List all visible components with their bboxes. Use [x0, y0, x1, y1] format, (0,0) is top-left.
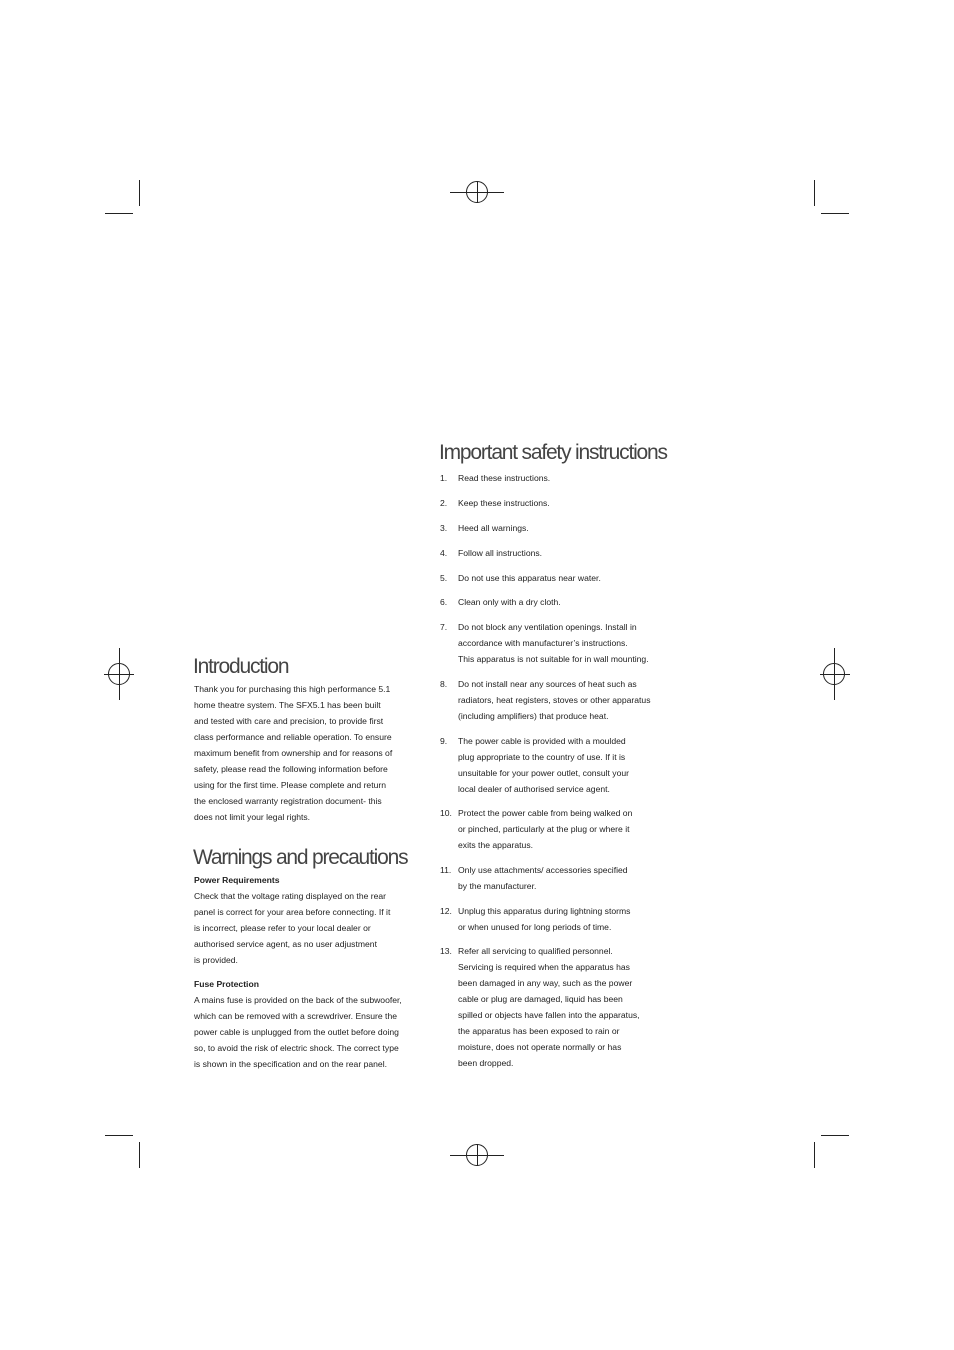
item-number: 1.: [440, 473, 448, 483]
power-requirements-text: [194, 888, 419, 968]
list-item: [440, 619, 660, 667]
text-line: plug appropriate to the country of use. If it is: [458, 752, 626, 762]
item-number: 6.: [440, 597, 448, 607]
text-line: which can be removed with a screwdriver. Ensure the: [194, 1011, 398, 1021]
item-number: 11.: [440, 865, 452, 875]
text-line: Do not block any ventilation openings. Install in: [458, 622, 637, 632]
list-item: [440, 520, 660, 536]
list-item: [440, 943, 660, 1071]
text-line: the enclosed warranty registration document- this: [194, 796, 382, 806]
text-line: Check that the voltage rating displayed on the rear: [194, 891, 387, 901]
item-number: 10.: [440, 808, 452, 818]
crop-mark: [814, 1142, 815, 1168]
text-line: the apparatus has been exposed to rain or: [458, 1026, 620, 1036]
text-line: or when unused for long periods of time.: [458, 922, 612, 932]
power-requirements-title: Power Requirements: [194, 875, 280, 885]
text-line: Read these instructions.: [458, 473, 551, 483]
text-line: (including amplifiers) that produce heat.: [458, 711, 609, 721]
text-line: safety, please read the following information before: [194, 764, 388, 774]
text-line: is incorrect, please refer to your local dealer or: [194, 923, 371, 933]
text-line: by the manufacturer.: [458, 881, 537, 891]
list-item: [440, 676, 660, 724]
text-line: local dealer of authorised service agent.: [458, 784, 610, 794]
text-line: Refer all servicing to qualified personnel.: [458, 946, 613, 956]
text-line: been damaged in any way, such as the power: [458, 978, 633, 988]
text-line: Protect the power cable from being walked on: [458, 808, 633, 818]
text-line: exits the apparatus.: [458, 840, 534, 850]
crop-mark: [139, 1142, 140, 1168]
fuse-protection-text: [194, 992, 419, 1072]
item-number: 5.: [440, 573, 448, 583]
text-line: is shown in the specification and on the rear panel.: [194, 1059, 388, 1069]
text-line: home theatre system. The SFX5.1 has been built: [194, 700, 381, 710]
text-line: panel is correct for your area before connecting. If it: [194, 907, 391, 917]
text-line: or pinched, particularly at the plug or where it: [458, 824, 630, 834]
text-line: does not limit your legal rights.: [194, 812, 311, 822]
text-line: is provided.: [194, 955, 238, 965]
item-number: 9.: [440, 736, 448, 746]
list-item: [440, 862, 660, 894]
list-item: [440, 545, 660, 561]
item-number: 8.: [440, 679, 448, 689]
text-line: radiators, heat registers, stoves or other apparatus: [458, 695, 651, 705]
list-item: [440, 903, 660, 935]
introduction-text: [194, 681, 419, 825]
text-line: power cable is unplugged from the outlet before doing: [194, 1027, 399, 1037]
text-line: unsuitable for your power outlet, consult your: [458, 768, 630, 778]
crop-mark: [814, 180, 815, 206]
item-number: 2.: [440, 498, 448, 508]
text-line: Servicing is required when the apparatus has: [458, 962, 630, 972]
text-line: Thank you for purchasing this high performance 5.1: [194, 684, 391, 694]
text-line: class performance and reliable operation. To ensure: [194, 732, 392, 742]
crop-mark: [105, 213, 133, 214]
fuse-protection-title: Fuse Protection: [194, 979, 259, 989]
text-line: moisture, does not operate normally or has: [458, 1042, 622, 1052]
list-item: [440, 733, 660, 797]
crop-mark: [139, 180, 140, 206]
crop-mark: [821, 1135, 849, 1136]
item-number: 12.: [440, 906, 452, 916]
text-line: accordance with manufacturer’s instructions.: [458, 638, 628, 648]
text-line: Heed all warnings.: [458, 523, 529, 533]
list-item: [440, 570, 660, 586]
text-line: been dropped.: [458, 1058, 514, 1068]
text-line: maximum benefit from ownership and for reasons of: [194, 748, 393, 758]
item-number: 13.: [440, 946, 452, 956]
warnings-heading: Warnings and precautions: [193, 846, 408, 869]
text-line: Only use attachments/ accessories specified: [458, 865, 628, 875]
list-item: [440, 594, 660, 610]
text-line: cable or plug are damaged, liquid has been: [458, 994, 623, 1004]
text-line: Keep these instructions.: [458, 498, 550, 508]
text-line: and tested with care and precision, to provide first: [194, 716, 384, 726]
list-item: [440, 470, 660, 486]
text-line: Clean only with a dry cloth.: [458, 597, 561, 607]
safety-heading: Important safety instructions: [439, 441, 667, 464]
item-number: 3.: [440, 523, 448, 533]
text-line: using for the first time. Please complete and return: [194, 780, 387, 790]
introduction-heading: Introduction: [193, 655, 289, 678]
list-item: [440, 495, 660, 511]
list-item: [440, 805, 660, 853]
crop-mark: [821, 213, 849, 214]
text-line: spilled or objects have fallen into the apparatus,: [458, 1010, 640, 1020]
text-line: The power cable is provided with a moulded: [458, 736, 626, 746]
text-line: authorised service agent, as no user adjustment: [194, 939, 377, 949]
crop-mark: [105, 1135, 133, 1136]
text-line: so, to avoid the risk of electric shock. The correct type: [194, 1043, 399, 1053]
item-number: 7.: [440, 622, 448, 632]
text-line: Do not use this apparatus near water.: [458, 573, 601, 583]
text-line: Follow all instructions.: [458, 548, 543, 558]
text-line: This apparatus is not suitable for in wall mounting.: [458, 654, 649, 664]
item-number: 4.: [440, 548, 448, 558]
text-line: Unplug this apparatus during lightning storms: [458, 906, 631, 916]
text-line: Do not install near any sources of heat such as: [458, 679, 637, 689]
text-line: A mains fuse is provided on the back of the subwoofer,: [194, 995, 402, 1005]
